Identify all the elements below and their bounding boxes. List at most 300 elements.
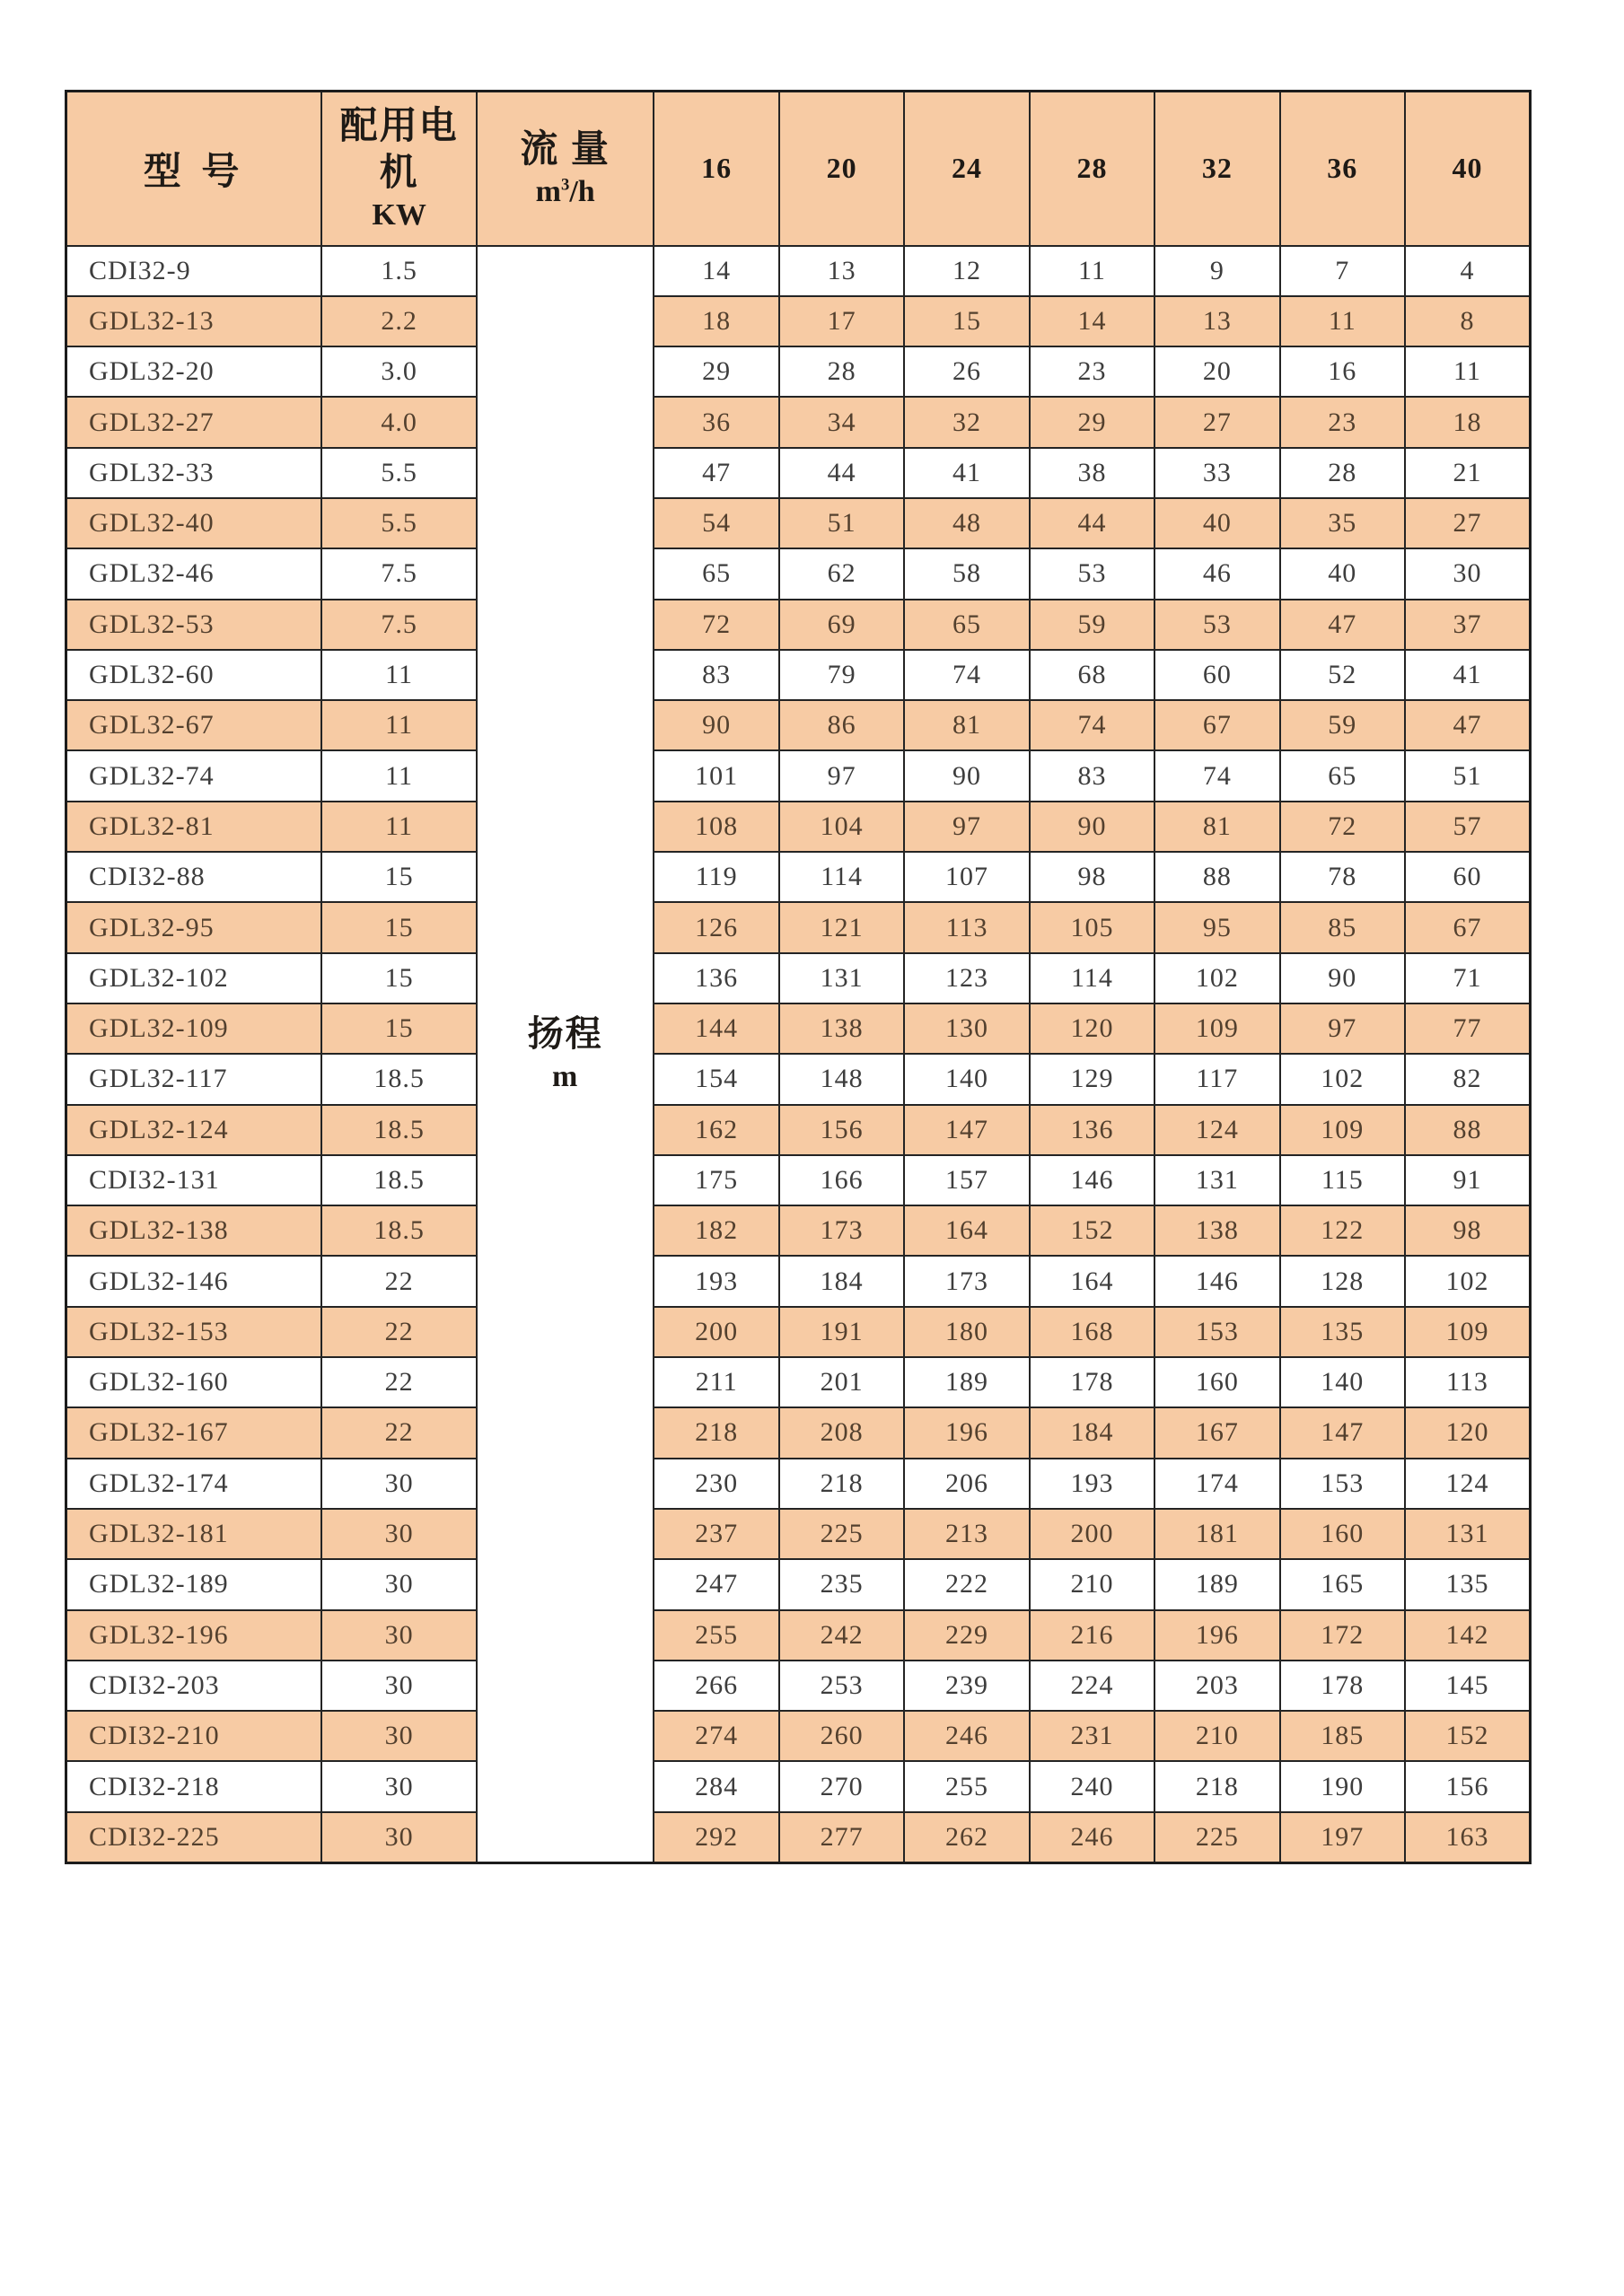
motor-kw-cell: 11: [321, 700, 477, 750]
model-cell: GDL32-13: [66, 296, 322, 346]
motor-kw-cell: 18.5: [321, 1205, 477, 1256]
model-cell: GDL32-102: [66, 953, 322, 1003]
head-value-cell: 78: [1280, 852, 1405, 902]
table-row: [66, 953, 1531, 1003]
head-value-cell: 240: [1030, 1761, 1154, 1811]
table-row: [66, 397, 1531, 447]
head-value-cell: 102: [1405, 1256, 1531, 1306]
model-cell: GDL32-196: [66, 1610, 322, 1661]
head-value-cell: 153: [1154, 1307, 1279, 1357]
head-value-cell: 14: [1030, 296, 1154, 346]
table-body: [66, 246, 1531, 1863]
head-value-cell: 11: [1280, 296, 1405, 346]
head-merged-cell: [477, 246, 654, 1863]
motor-kw-cell: 5.5: [321, 498, 477, 548]
model-cell: GDL32-174: [66, 1459, 322, 1509]
model-cell: GDL32-46: [66, 548, 322, 599]
motor-kw-cell: 30: [321, 1661, 477, 1711]
head-value-cell: 225: [779, 1509, 904, 1559]
model-cell: GDL32-20: [66, 346, 322, 397]
head-value-cell: 168: [1030, 1307, 1154, 1357]
head-value-cell: 88: [1405, 1105, 1531, 1155]
head-value-cell: 95: [1154, 902, 1279, 952]
header-flow-16: 16: [654, 92, 778, 246]
table-row: [66, 750, 1531, 801]
head-value-cell: 185: [1280, 1711, 1405, 1761]
header-flow-20: 20: [779, 92, 904, 246]
head-value-cell: 18: [654, 296, 778, 346]
model-cell: CDI32-203: [66, 1661, 322, 1711]
head-value-cell: 83: [654, 650, 778, 700]
head-value-cell: 113: [904, 902, 1029, 952]
head-value-cell: 104: [779, 802, 904, 852]
table-row: [66, 1307, 1531, 1357]
head-value-cell: 136: [1030, 1105, 1154, 1155]
head-value-cell: 44: [1030, 498, 1154, 548]
head-label: 扬程: [527, 1012, 603, 1054]
head-value-cell: 122: [1280, 1205, 1405, 1256]
pump-spec-table: [65, 90, 1532, 1864]
header-flow-36: 36: [1280, 92, 1405, 246]
head-value-cell: 97: [904, 802, 1029, 852]
head-value-cell: 154: [654, 1054, 778, 1104]
motor-kw-cell: 7.5: [321, 548, 477, 599]
table-row: [66, 1407, 1531, 1458]
table-row: [66, 1459, 1531, 1509]
head-value-cell: 102: [1280, 1054, 1405, 1104]
head-value-cell: 98: [1405, 1205, 1531, 1256]
head-value-cell: 142: [1405, 1610, 1531, 1661]
model-cell: GDL32-40: [66, 498, 322, 548]
model-cell: GDL32-181: [66, 1509, 322, 1559]
head-value-cell: 74: [1030, 700, 1154, 750]
head-value-cell: 51: [779, 498, 904, 548]
head-value-cell: 128: [1280, 1256, 1405, 1306]
head-value-cell: 107: [904, 852, 1029, 902]
head-value-cell: 123: [904, 953, 1029, 1003]
head-value-cell: 229: [904, 1610, 1029, 1661]
head-value-cell: 157: [904, 1155, 1029, 1205]
head-value-cell: 138: [1154, 1205, 1279, 1256]
head-value-cell: 146: [1030, 1155, 1154, 1205]
head-value-cell: 83: [1030, 750, 1154, 801]
motor-kw-cell: 18.5: [321, 1054, 477, 1104]
head-value-cell: 274: [654, 1711, 778, 1761]
head-value-cell: 120: [1030, 1003, 1154, 1054]
head-value-cell: 266: [654, 1661, 778, 1711]
head-value-cell: 231: [1030, 1711, 1154, 1761]
head-value-cell: 36: [654, 397, 778, 447]
motor-kw-cell: 30: [321, 1761, 477, 1811]
head-value-cell: 224: [1030, 1661, 1154, 1711]
head-value-cell: 41: [904, 448, 1029, 498]
table-row: [66, 1661, 1531, 1711]
model-cell: GDL32-167: [66, 1407, 322, 1458]
head-value-cell: 197: [1280, 1812, 1405, 1862]
head-value-cell: 246: [904, 1711, 1029, 1761]
motor-kw-cell: 2.2: [321, 296, 477, 346]
head-value-cell: 131: [1154, 1155, 1279, 1205]
header-motor-unit: KW: [372, 197, 426, 232]
model-cell: GDL32-74: [66, 750, 322, 801]
head-value-cell: 58: [904, 548, 1029, 599]
head-value-cell: 81: [904, 700, 1029, 750]
head-value-cell: 124: [1405, 1459, 1531, 1509]
head-value-cell: 27: [1154, 397, 1279, 447]
head-value-cell: 74: [1154, 750, 1279, 801]
motor-kw-cell: 30: [321, 1459, 477, 1509]
head-value-cell: 13: [1154, 296, 1279, 346]
head-value-cell: 230: [654, 1459, 778, 1509]
model-cell: GDL32-153: [66, 1307, 322, 1357]
head-value-cell: 164: [1030, 1256, 1154, 1306]
table-row: [66, 902, 1531, 952]
head-value-cell: 200: [654, 1307, 778, 1357]
head-value-cell: 23: [1030, 346, 1154, 397]
head-value-cell: 200: [1030, 1509, 1154, 1559]
head-value-cell: 86: [779, 700, 904, 750]
head-value-cell: 218: [1154, 1761, 1279, 1811]
model-cell: GDL32-117: [66, 1054, 322, 1104]
head-value-cell: 178: [1280, 1661, 1405, 1711]
head-value-cell: 184: [779, 1256, 904, 1306]
head-value-cell: 166: [779, 1155, 904, 1205]
head-value-cell: 72: [654, 600, 778, 650]
table-row: [66, 1155, 1531, 1205]
head-value-cell: 211: [654, 1357, 778, 1407]
head-value-cell: 167: [1154, 1407, 1279, 1458]
head-value-cell: 163: [1405, 1812, 1531, 1862]
model-cell: CDI32-9: [66, 246, 322, 296]
head-value-cell: 62: [779, 548, 904, 599]
header-flow-24: 24: [904, 92, 1029, 246]
header-flow-32: 32: [1154, 92, 1279, 246]
head-value-cell: 203: [1154, 1661, 1279, 1711]
head-value-cell: 140: [904, 1054, 1029, 1104]
head-value-cell: 255: [654, 1610, 778, 1661]
head-value-cell: 138: [779, 1003, 904, 1054]
head-value-cell: 102: [1154, 953, 1279, 1003]
head-value-cell: 30: [1405, 548, 1531, 599]
model-cell: GDL32-33: [66, 448, 322, 498]
table-row: [66, 650, 1531, 700]
head-value-cell: 130: [904, 1003, 1029, 1054]
motor-kw-cell: 30: [321, 1812, 477, 1862]
head-value-cell: 105: [1030, 902, 1154, 952]
head-value-cell: 237: [654, 1509, 778, 1559]
head-value-cell: 178: [1030, 1357, 1154, 1407]
head-value-cell: 47: [1405, 700, 1531, 750]
motor-kw-cell: 4.0: [321, 397, 477, 447]
head-value-cell: 135: [1280, 1307, 1405, 1357]
table-row: [66, 1256, 1531, 1306]
head-value-cell: 206: [904, 1459, 1029, 1509]
head-value-cell: 72: [1280, 802, 1405, 852]
table-row: [66, 1610, 1531, 1661]
head-value-cell: 91: [1405, 1155, 1531, 1205]
head-value-cell: 218: [654, 1407, 778, 1458]
header-flow-28: 28: [1030, 92, 1154, 246]
head-value-cell: 131: [779, 953, 904, 1003]
head-value-cell: 218: [779, 1459, 904, 1509]
head-value-cell: 65: [654, 548, 778, 599]
flow-unit-rest: /h: [569, 174, 595, 208]
head-value-cell: 53: [1154, 600, 1279, 650]
model-cell: GDL32-160: [66, 1357, 322, 1407]
head-value-cell: 115: [1280, 1155, 1405, 1205]
model-cell: GDL32-60: [66, 650, 322, 700]
model-cell: GDL32-109: [66, 1003, 322, 1054]
head-value-cell: 181: [1154, 1509, 1279, 1559]
head-value-cell: 117: [1154, 1054, 1279, 1104]
head-value-cell: 77: [1405, 1003, 1531, 1054]
head-value-cell: 90: [1030, 802, 1154, 852]
head-value-cell: 82: [1405, 1054, 1531, 1104]
head-value-cell: 190: [1280, 1761, 1405, 1811]
head-value-cell: 152: [1405, 1711, 1531, 1761]
table-row: [66, 1054, 1531, 1104]
motor-kw-cell: 15: [321, 1003, 477, 1054]
head-value-cell: 9: [1154, 246, 1279, 296]
table-row: [66, 600, 1531, 650]
head-value-cell: 88: [1154, 852, 1279, 902]
head-value-cell: 129: [1030, 1054, 1154, 1104]
model-cell: CDI32-225: [66, 1812, 322, 1862]
head-value-cell: 136: [654, 953, 778, 1003]
head-value-cell: 162: [654, 1105, 778, 1155]
model-cell: CDI32-88: [66, 852, 322, 902]
head-value-cell: 242: [779, 1610, 904, 1661]
head-value-cell: 270: [779, 1761, 904, 1811]
table-row: [66, 1003, 1531, 1054]
head-value-cell: 60: [1154, 650, 1279, 700]
head-value-cell: 101: [654, 750, 778, 801]
head-value-cell: 35: [1280, 498, 1405, 548]
head-value-cell: 124: [1154, 1105, 1279, 1155]
head-value-cell: 189: [904, 1357, 1029, 1407]
pump-spec-table-wrap: [65, 90, 1532, 1864]
head-value-cell: 65: [1280, 750, 1405, 801]
head-value-cell: 126: [654, 902, 778, 952]
head-value-cell: 8: [1405, 296, 1531, 346]
head-value-cell: 59: [1280, 700, 1405, 750]
head-value-cell: 109: [1154, 1003, 1279, 1054]
head-value-cell: 12: [904, 246, 1029, 296]
motor-kw-cell: 22: [321, 1256, 477, 1306]
head-value-cell: 120: [1405, 1407, 1531, 1458]
head-value-cell: 113: [1405, 1357, 1531, 1407]
head-unit: m: [552, 1059, 579, 1093]
model-cell: GDL32-81: [66, 802, 322, 852]
header-flow-40: 40: [1405, 92, 1531, 246]
motor-kw-cell: 7.5: [321, 600, 477, 650]
head-value-cell: 20: [1154, 346, 1279, 397]
head-value-cell: 13: [779, 246, 904, 296]
header-model: 型 号: [66, 92, 322, 246]
model-cell: GDL32-138: [66, 1205, 322, 1256]
head-value-cell: 67: [1154, 700, 1279, 750]
table-row: [66, 346, 1531, 397]
head-value-cell: 175: [654, 1155, 778, 1205]
head-value-cell: 131: [1405, 1509, 1531, 1559]
head-value-cell: 164: [904, 1205, 1029, 1256]
head-value-cell: 262: [904, 1812, 1029, 1862]
model-cell: GDL32-124: [66, 1105, 322, 1155]
head-value-cell: 68: [1030, 650, 1154, 700]
head-value-cell: 90: [904, 750, 1029, 801]
head-value-cell: 160: [1280, 1509, 1405, 1559]
head-value-cell: 172: [1280, 1610, 1405, 1661]
motor-kw-cell: 15: [321, 852, 477, 902]
motor-kw-cell: 15: [321, 953, 477, 1003]
head-value-cell: 153: [1280, 1459, 1405, 1509]
head-value-cell: 23: [1280, 397, 1405, 447]
table-row: [66, 1711, 1531, 1761]
head-value-cell: 60: [1405, 852, 1531, 902]
head-value-cell: 16: [1280, 346, 1405, 397]
head-value-cell: 196: [904, 1407, 1029, 1458]
head-value-cell: 152: [1030, 1205, 1154, 1256]
head-value-cell: 21: [1405, 448, 1531, 498]
head-value-cell: 208: [779, 1407, 904, 1458]
motor-kw-cell: 11: [321, 650, 477, 700]
head-value-cell: 246: [1030, 1812, 1154, 1862]
model-cell: GDL32-95: [66, 902, 322, 952]
head-value-cell: 11: [1030, 246, 1154, 296]
head-value-cell: 173: [904, 1256, 1029, 1306]
header-flow-label: 流 量: [520, 129, 610, 171]
head-value-cell: 135: [1405, 1559, 1531, 1609]
table-row: [66, 296, 1531, 346]
head-value-cell: 173: [779, 1205, 904, 1256]
head-value-cell: 213: [904, 1509, 1029, 1559]
head-value-cell: 71: [1405, 953, 1531, 1003]
head-value-cell: 52: [1280, 650, 1405, 700]
head-value-cell: 44: [779, 448, 904, 498]
head-value-cell: 33: [1154, 448, 1279, 498]
header-motor-kw: [321, 92, 477, 246]
head-value-cell: 90: [1280, 953, 1405, 1003]
head-value-cell: 47: [1280, 600, 1405, 650]
motor-kw-cell: 30: [321, 1509, 477, 1559]
head-value-cell: 253: [779, 1661, 904, 1711]
motor-kw-cell: 22: [321, 1357, 477, 1407]
header-flow: [477, 92, 654, 246]
head-value-cell: 216: [1030, 1610, 1154, 1661]
head-value-cell: 184: [1030, 1407, 1154, 1458]
head-value-cell: 222: [904, 1559, 1029, 1609]
model-cell: GDL32-67: [66, 700, 322, 750]
table-row: [66, 1812, 1531, 1862]
table-row: [66, 448, 1531, 498]
head-value-cell: 17: [779, 296, 904, 346]
head-value-cell: 174: [1154, 1459, 1279, 1509]
head-value-cell: 145: [1405, 1661, 1531, 1711]
head-value-cell: 26: [904, 346, 1029, 397]
head-value-cell: 98: [1030, 852, 1154, 902]
head-value-cell: 260: [779, 1711, 904, 1761]
motor-kw-cell: 18.5: [321, 1155, 477, 1205]
motor-kw-cell: 30: [321, 1711, 477, 1761]
head-value-cell: 29: [1030, 397, 1154, 447]
head-value-cell: 239: [904, 1661, 1029, 1711]
table-row: [66, 1509, 1531, 1559]
head-value-cell: 147: [904, 1105, 1029, 1155]
model-cell: GDL32-189: [66, 1559, 322, 1609]
model-cell: CDI32-210: [66, 1711, 322, 1761]
head-value-cell: 40: [1154, 498, 1279, 548]
head-value-cell: 65: [904, 600, 1029, 650]
head-value-cell: 160: [1154, 1357, 1279, 1407]
head-value-cell: 182: [654, 1205, 778, 1256]
head-value-cell: 225: [1154, 1812, 1279, 1862]
motor-kw-cell: 18.5: [321, 1105, 477, 1155]
head-value-cell: 97: [779, 750, 904, 801]
head-value-cell: 11: [1405, 346, 1531, 397]
head-value-cell: 147: [1280, 1407, 1405, 1458]
head-value-cell: 114: [1030, 953, 1154, 1003]
table-row: [66, 802, 1531, 852]
head-value-cell: 51: [1405, 750, 1531, 801]
head-value-cell: 180: [904, 1307, 1029, 1357]
head-value-cell: 156: [1405, 1761, 1531, 1811]
head-value-cell: 114: [779, 852, 904, 902]
motor-kw-cell: 30: [321, 1559, 477, 1609]
head-value-cell: 37: [1405, 600, 1531, 650]
head-value-cell: 53: [1030, 548, 1154, 599]
header-motor-label: 配用电机: [339, 105, 459, 195]
table-row: [66, 1205, 1531, 1256]
head-value-cell: 7: [1280, 246, 1405, 296]
table-row: [66, 1761, 1531, 1811]
head-value-cell: 255: [904, 1761, 1029, 1811]
table-row: [66, 498, 1531, 548]
head-value-cell: 146: [1154, 1256, 1279, 1306]
head-value-cell: 57: [1405, 802, 1531, 852]
head-value-cell: 69: [779, 600, 904, 650]
head-value-cell: 140: [1280, 1357, 1405, 1407]
head-value-cell: 235: [779, 1559, 904, 1609]
head-value-cell: 210: [1154, 1711, 1279, 1761]
head-value-cell: 193: [1030, 1459, 1154, 1509]
head-value-cell: 108: [654, 802, 778, 852]
head-value-cell: 79: [779, 650, 904, 700]
head-value-cell: 81: [1154, 802, 1279, 852]
model-cell: GDL32-146: [66, 1256, 322, 1306]
table-row: [66, 1357, 1531, 1407]
motor-kw-cell: 3.0: [321, 346, 477, 397]
head-value-cell: 247: [654, 1559, 778, 1609]
head-value-cell: 97: [1280, 1003, 1405, 1054]
head-value-cell: 29: [654, 346, 778, 397]
motor-kw-cell: 5.5: [321, 448, 477, 498]
table-row: [66, 1105, 1531, 1155]
head-value-cell: 165: [1280, 1559, 1405, 1609]
head-value-cell: 18: [1405, 397, 1531, 447]
motor-kw-cell: 30: [321, 1610, 477, 1661]
table-row: [66, 1559, 1531, 1609]
head-value-cell: 148: [779, 1054, 904, 1104]
head-value-cell: 28: [1280, 448, 1405, 498]
model-cell: GDL32-27: [66, 397, 322, 447]
head-value-cell: 189: [1154, 1559, 1279, 1609]
motor-kw-cell: 22: [321, 1307, 477, 1357]
head-value-cell: 277: [779, 1812, 904, 1862]
head-value-cell: 67: [1405, 902, 1531, 952]
table-row: [66, 246, 1531, 296]
head-value-cell: 292: [654, 1812, 778, 1862]
model-cell: CDI32-131: [66, 1155, 322, 1205]
